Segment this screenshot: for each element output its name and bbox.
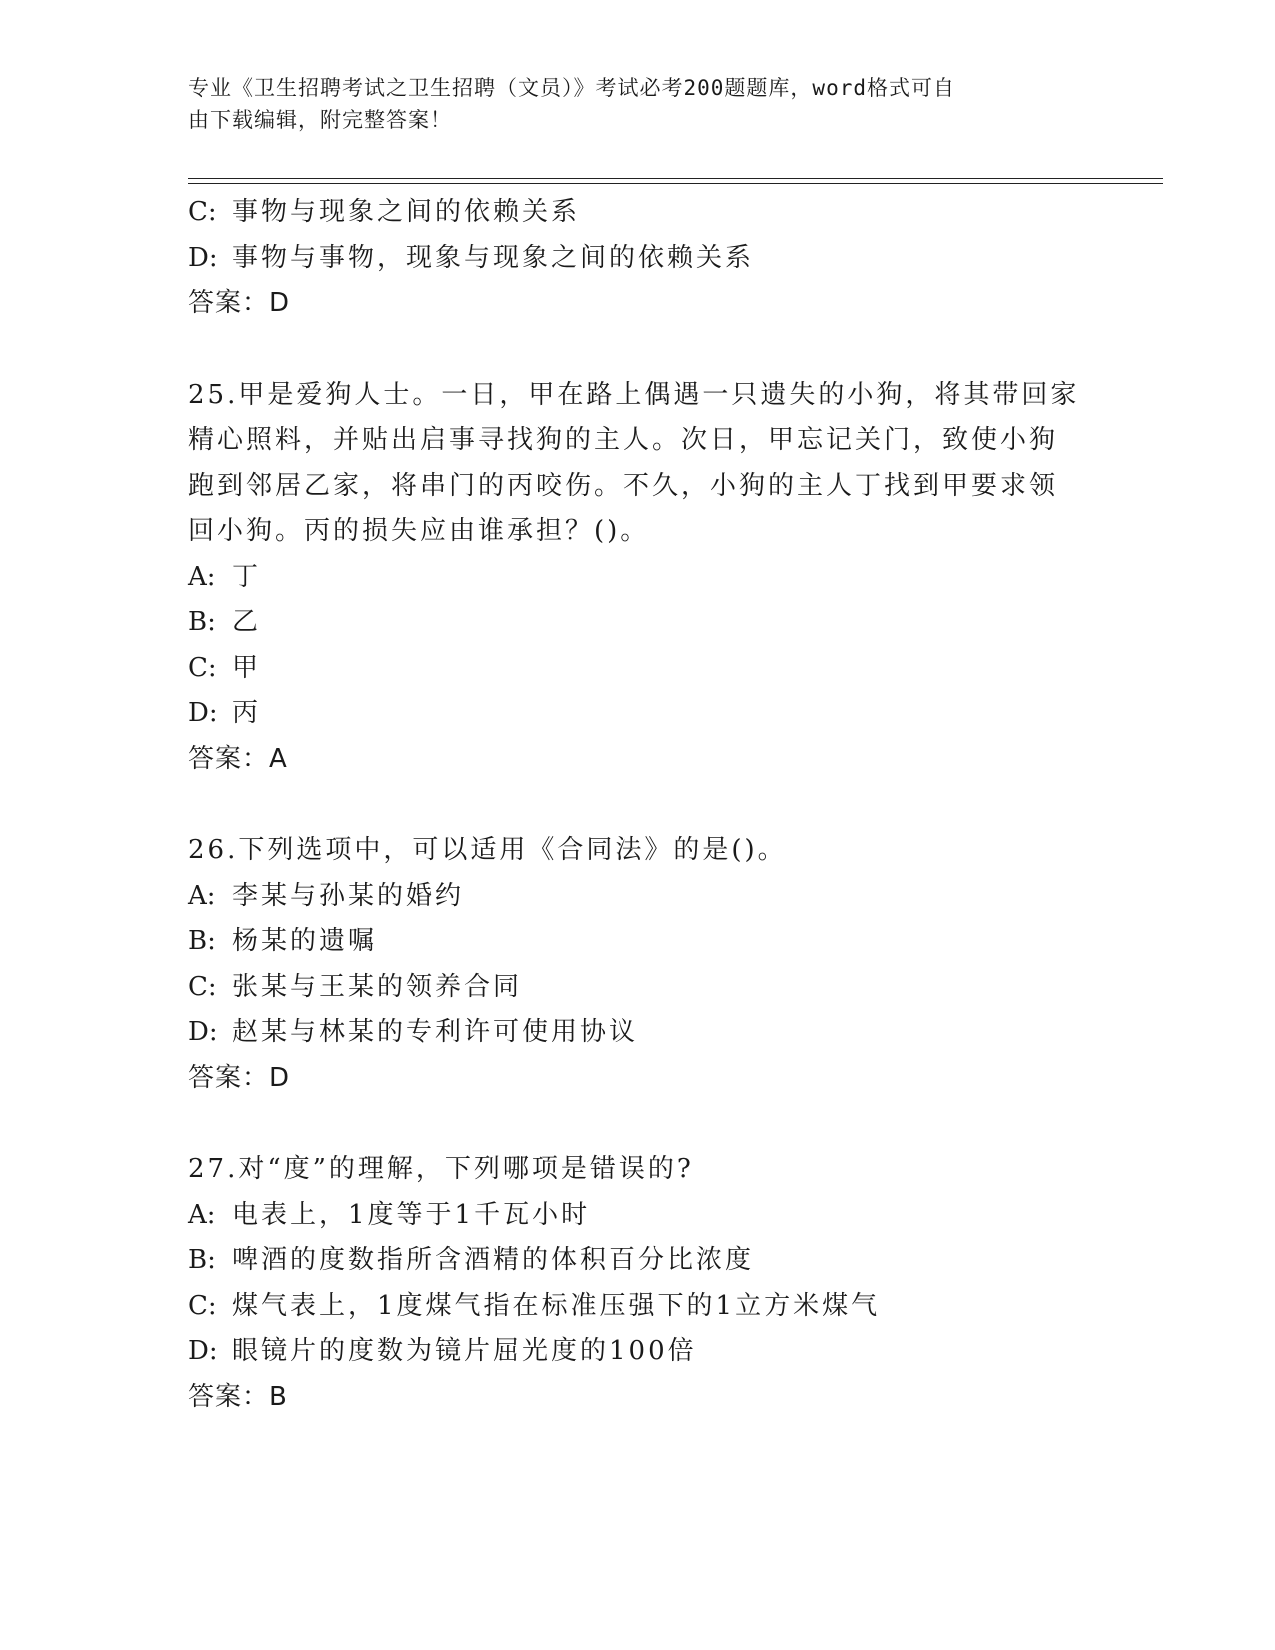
- question-text-line: 跑到邻居乙家，将串门的丙咬伤。不久，小狗的主人丁找到甲要求领: [188, 470, 1059, 501]
- option-text: 甲: [232, 652, 262, 683]
- question-text-line: 精心照料，并贴出启事寻找狗的主人。次日，甲忘记关门，致使小狗: [188, 425, 1059, 455]
- answer-line: 答案：A: [188, 743, 288, 774]
- option-text: 丁: [232, 561, 262, 592]
- option-row: [188, 1238, 1088, 1284]
- option-text: 电表上，1度等于1千瓦小时: [232, 1199, 591, 1230]
- option-text: 乙: [232, 607, 262, 637]
- answer-line: 答案：B: [188, 1381, 288, 1412]
- option-text: 煤气表上，1度煤气指在标准压强下的1立方米煤气: [232, 1290, 881, 1321]
- option-row: [188, 646, 1088, 692]
- option-text: 眼镜片的度数为镜片屈光度的100倍: [232, 1336, 697, 1366]
- option-label: C:: [188, 971, 217, 1002]
- option-row: [188, 1010, 1088, 1056]
- header-divider-top: [188, 178, 1163, 179]
- option-label: A:: [188, 561, 216, 592]
- question-list: [188, 190, 1088, 1420]
- option-row: [188, 691, 1088, 737]
- option-label: A:: [188, 1199, 216, 1230]
- question-26: [188, 828, 1088, 1101]
- question-27: [188, 1147, 1088, 1420]
- option-label: D:: [188, 242, 218, 273]
- option-text: 事物与事物，现象与现象之间的依赖关系: [232, 242, 755, 273]
- option-label: D:: [188, 1017, 218, 1047]
- option-text: 张某与王某的领养合同: [232, 971, 523, 1002]
- option-text: 丙: [232, 698, 262, 728]
- question-25: [188, 373, 1088, 783]
- option-text: 李某与孙某的婚约: [232, 880, 465, 911]
- header-line-1: 专业《卫生招聘考试之卫生招聘（文员）》考试必考200题题库，word格式可自: [188, 76, 955, 100]
- document-header: [188, 72, 1068, 136]
- option-text: 赵某与林某的专利许可使用协议: [232, 1017, 639, 1047]
- answer-line: 答案：D: [188, 1062, 291, 1093]
- option-row: [188, 236, 1088, 282]
- option-row: [188, 965, 1088, 1011]
- option-label: D:: [188, 1336, 218, 1366]
- question-text-line: 25.甲是爱狗人士。一日，甲在路上偶遇一只遗失的小狗，将其带回家: [188, 379, 1080, 410]
- option-label: C:: [188, 1290, 217, 1321]
- option-label: A:: [188, 880, 216, 911]
- option-row: [188, 919, 1088, 965]
- option-row: [188, 1284, 1088, 1330]
- question-text-line: 回小狗。丙的损失应由谁承担？()。: [188, 516, 650, 546]
- option-text: 啤酒的度数指所含酒精的体积百分比浓度: [232, 1245, 755, 1275]
- option-label: B:: [188, 1245, 216, 1275]
- option-label: C:: [188, 652, 217, 683]
- option-label: C:: [188, 197, 217, 227]
- question-text-line: 27.对“度”的理解，下列哪项是错误的?: [188, 1154, 694, 1184]
- option-label: B:: [188, 926, 216, 956]
- question-text-line: 26.下列选项中，可以适用《合同法》的是()。: [188, 835, 787, 865]
- header-divider-bottom: [188, 183, 1163, 184]
- option-label: B:: [188, 607, 216, 637]
- option-row: [188, 1329, 1088, 1375]
- answer-line: 答案：D: [188, 288, 291, 318]
- previous-question-tail: [188, 190, 1088, 327]
- option-row: [188, 190, 1088, 236]
- option-row: [188, 600, 1088, 646]
- option-row: [188, 555, 1088, 601]
- option-text: 事物与现象之间的依赖关系: [232, 197, 581, 227]
- header-line-2: 由下载编辑，附完整答案！: [188, 108, 452, 132]
- option-row: [188, 1193, 1088, 1239]
- option-row: [188, 874, 1088, 920]
- option-text: 杨某的遗嘱: [232, 926, 378, 956]
- option-label: D:: [188, 698, 218, 728]
